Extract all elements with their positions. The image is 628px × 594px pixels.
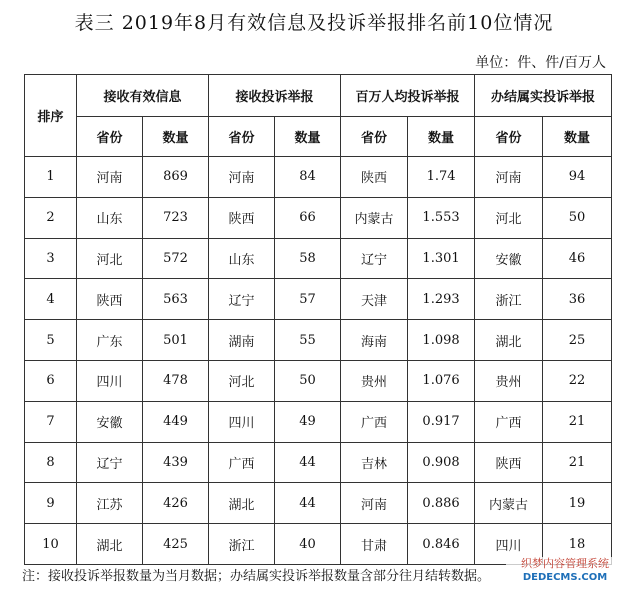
rank-cell: 5 bbox=[25, 320, 77, 361]
rank-cell: 8 bbox=[25, 442, 77, 483]
rank-cell: 2 bbox=[25, 197, 77, 238]
quantity-cell: 94 bbox=[543, 157, 612, 198]
subheader-province: 省份 bbox=[475, 117, 543, 157]
province-cell: 河南 bbox=[475, 157, 543, 198]
province-cell: 辽宁 bbox=[209, 279, 275, 320]
subheader-quantity: 数量 bbox=[275, 117, 341, 157]
table-row bbox=[25, 197, 612, 238]
quantity-cell: 84 bbox=[275, 157, 341, 198]
subheader-quantity: 数量 bbox=[543, 117, 612, 157]
quantity-cell: 1.74 bbox=[408, 157, 475, 198]
province-cell: 贵州 bbox=[341, 360, 408, 401]
quantity-cell: 0.846 bbox=[408, 524, 475, 565]
province-cell: 陕西 bbox=[77, 279, 143, 320]
watermark-line1: 织梦内容管理系统 bbox=[521, 557, 609, 570]
province-cell: 河北 bbox=[77, 238, 143, 279]
quantity-cell: 49 bbox=[275, 401, 341, 442]
quantity-cell: 869 bbox=[143, 157, 209, 198]
quantity-cell: 40 bbox=[275, 524, 341, 565]
province-cell: 河南 bbox=[77, 157, 143, 198]
quantity-cell: 1.553 bbox=[408, 197, 475, 238]
province-cell: 湖北 bbox=[209, 483, 275, 524]
quantity-cell: 18 bbox=[543, 524, 612, 565]
quantity-cell: 1.098 bbox=[408, 320, 475, 361]
province-cell: 浙江 bbox=[475, 279, 543, 320]
quantity-cell: 21 bbox=[543, 401, 612, 442]
table-row bbox=[25, 442, 612, 483]
table-row bbox=[25, 360, 612, 401]
quantity-cell: 426 bbox=[143, 483, 209, 524]
province-cell: 辽宁 bbox=[77, 442, 143, 483]
province-cell: 四川 bbox=[77, 360, 143, 401]
quantity-cell: 50 bbox=[543, 197, 612, 238]
rank-cell: 10 bbox=[25, 524, 77, 565]
subheader-province: 省份 bbox=[209, 117, 275, 157]
rank-cell: 6 bbox=[25, 360, 77, 401]
province-cell: 天津 bbox=[341, 279, 408, 320]
table-row bbox=[25, 483, 612, 524]
quantity-cell: 50 bbox=[275, 360, 341, 401]
watermark bbox=[506, 557, 624, 591]
quantity-cell: 449 bbox=[143, 401, 209, 442]
rank-header: 排序 bbox=[25, 75, 77, 157]
table-row bbox=[25, 320, 612, 361]
province-cell: 安徽 bbox=[77, 401, 143, 442]
rank-cell: 1 bbox=[25, 157, 77, 198]
quantity-cell: 439 bbox=[143, 442, 209, 483]
quantity-cell: 22 bbox=[543, 360, 612, 401]
province-cell: 广东 bbox=[77, 320, 143, 361]
group-header-valid-info: 接收有效信息 bbox=[77, 75, 209, 117]
province-cell: 陕西 bbox=[475, 442, 543, 483]
province-cell: 广西 bbox=[341, 401, 408, 442]
table-row bbox=[25, 401, 612, 442]
quantity-cell: 478 bbox=[143, 360, 209, 401]
group-header-complaints: 接收投诉举报 bbox=[209, 75, 341, 117]
group-header-per-million: 百万人均投诉举报 bbox=[341, 75, 475, 117]
province-cell: 吉林 bbox=[341, 442, 408, 483]
footnote: 注：接收投诉举报数量为当月数据；办结属实投诉举报数量含部分往月结转数据。 bbox=[22, 569, 491, 584]
province-cell: 辽宁 bbox=[341, 238, 408, 279]
province-cell: 内蒙古 bbox=[475, 483, 543, 524]
quantity-cell: 563 bbox=[143, 279, 209, 320]
province-cell: 山东 bbox=[209, 238, 275, 279]
province-cell: 河北 bbox=[209, 360, 275, 401]
quantity-cell: 723 bbox=[143, 197, 209, 238]
quantity-cell: 36 bbox=[543, 279, 612, 320]
quantity-cell: 19 bbox=[543, 483, 612, 524]
province-cell: 四川 bbox=[475, 524, 543, 565]
subheader-quantity: 数量 bbox=[408, 117, 475, 157]
quantity-cell: 58 bbox=[275, 238, 341, 279]
province-cell: 陕西 bbox=[341, 157, 408, 198]
province-cell: 湖北 bbox=[77, 524, 143, 565]
quantity-cell: 501 bbox=[143, 320, 209, 361]
quantity-cell: 57 bbox=[275, 279, 341, 320]
quantity-cell: 0.917 bbox=[408, 401, 475, 442]
rank-cell: 9 bbox=[25, 483, 77, 524]
rank-cell: 4 bbox=[25, 279, 77, 320]
page-title: 表三 2019年8月有效信息及投诉举报排名前10位情况 bbox=[74, 12, 554, 34]
unit-label: 单位：件、件/百万人 bbox=[475, 55, 606, 71]
quantity-cell: 55 bbox=[275, 320, 341, 361]
subheader-province: 省份 bbox=[341, 117, 408, 157]
province-cell: 河北 bbox=[475, 197, 543, 238]
province-cell: 浙江 bbox=[209, 524, 275, 565]
province-cell: 贵州 bbox=[475, 360, 543, 401]
province-cell: 内蒙古 bbox=[341, 197, 408, 238]
quantity-cell: 46 bbox=[543, 238, 612, 279]
quantity-cell: 21 bbox=[543, 442, 612, 483]
province-cell: 四川 bbox=[209, 401, 275, 442]
rank-cell: 7 bbox=[25, 401, 77, 442]
province-cell: 甘肃 bbox=[341, 524, 408, 565]
province-cell: 河南 bbox=[341, 483, 408, 524]
province-cell: 湖北 bbox=[475, 320, 543, 361]
province-cell: 广西 bbox=[475, 401, 543, 442]
rank-cell: 3 bbox=[25, 238, 77, 279]
quantity-cell: 1.076 bbox=[408, 360, 475, 401]
subheader-province: 省份 bbox=[77, 117, 143, 157]
province-cell: 安徽 bbox=[475, 238, 543, 279]
quantity-cell: 1.301 bbox=[408, 238, 475, 279]
province-cell: 湖南 bbox=[209, 320, 275, 361]
quantity-cell: 44 bbox=[275, 442, 341, 483]
table-row bbox=[25, 279, 612, 320]
province-cell: 海南 bbox=[341, 320, 408, 361]
quantity-cell: 425 bbox=[143, 524, 209, 565]
watermark-line2: DEDECMS.COM bbox=[522, 572, 608, 583]
subheader-quantity: 数量 bbox=[143, 117, 209, 157]
quantity-cell: 66 bbox=[275, 197, 341, 238]
quantity-cell: 25 bbox=[543, 320, 612, 361]
quantity-cell: 44 bbox=[275, 483, 341, 524]
quantity-cell: 0.886 bbox=[408, 483, 475, 524]
group-header-resolved: 办结属实投诉举报 bbox=[475, 75, 612, 117]
province-cell: 陕西 bbox=[209, 197, 275, 238]
province-cell: 河南 bbox=[209, 157, 275, 198]
quantity-cell: 572 bbox=[143, 238, 209, 279]
province-cell: 江苏 bbox=[77, 483, 143, 524]
province-cell: 广西 bbox=[209, 442, 275, 483]
table-row bbox=[25, 157, 612, 198]
table-row bbox=[25, 238, 612, 279]
province-cell: 山东 bbox=[77, 197, 143, 238]
quantity-cell: 1.293 bbox=[408, 279, 475, 320]
quantity-cell: 0.908 bbox=[408, 442, 475, 483]
ranking-table bbox=[24, 74, 612, 565]
